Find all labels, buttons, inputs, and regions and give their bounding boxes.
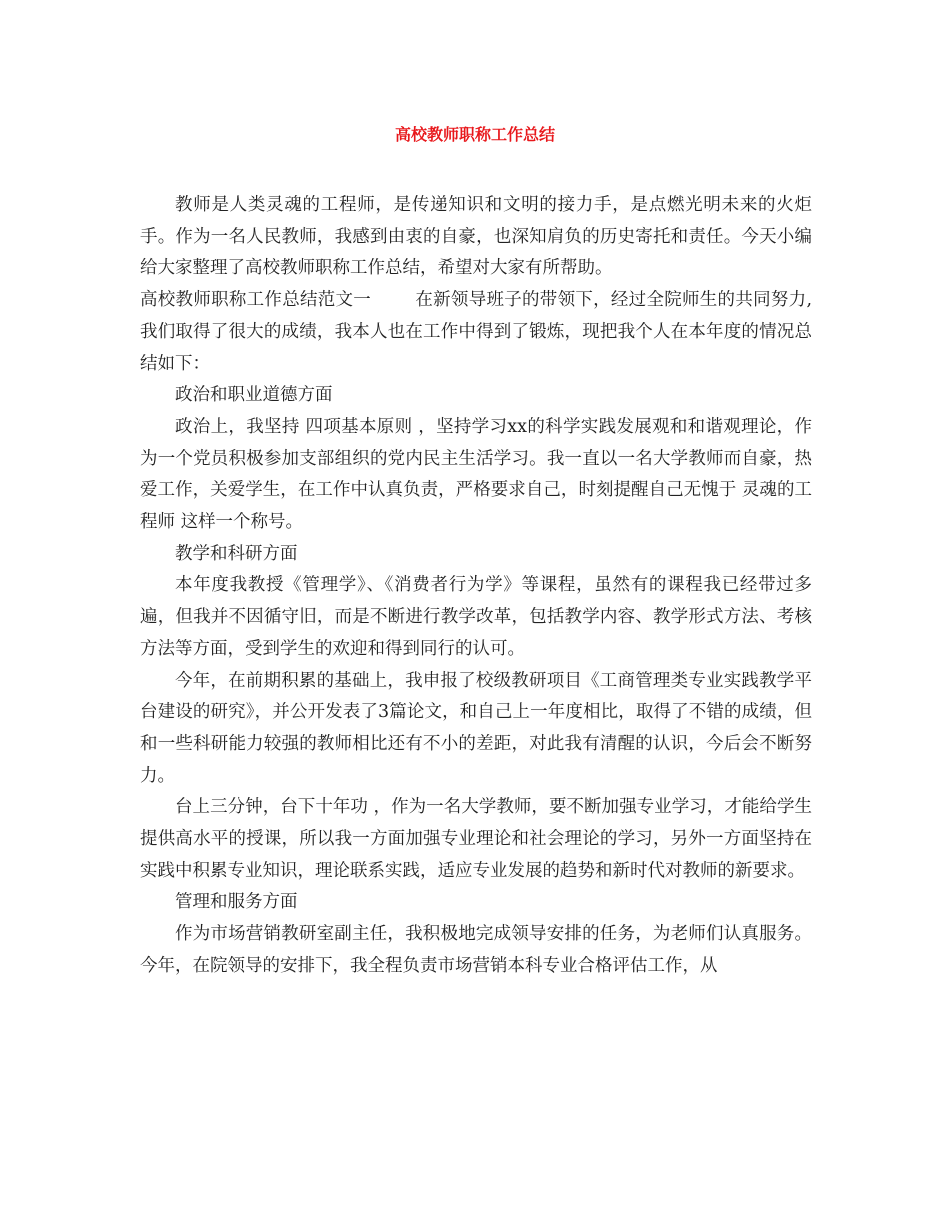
- sample-heading: 高校教师职称工作总结范文一: [140, 290, 372, 311]
- teaching-paragraph-2: 今年，在前期积累的基础上，我申报了校级教研项目《工商管理类专业实践教学平台建设的研究》，并公开发表了3篇论文，和自己上一年度相比，取得了不错的成绩，但和一些科研能力较强的教师相比还有不小的差距，对此我有清醒的认识，今后会不断努力。: [140, 670, 812, 786]
- management-paragraph: 作为市场营销教研室副主任，我积极地完成领导安排的任务，为老师们认真服务。今年，在院领导的安排下，我全程负责市场营销本科专业合格评估工作，从: [140, 924, 812, 976]
- section-heading-teaching: 教学和科研方面: [175, 543, 298, 564]
- document-title: 高校教师职称工作总结: [394, 125, 555, 144]
- intro-paragraph: 教师是人类灵魂的工程师，是传递知识和文明的接力手，是点燃光明未来的火炬手。作为一名人民教师，我感到由衷的自豪，也深知肩负的历史寄托和责任。今天小编给大家整理了高校教师职称工作总结，希望对大家有所帮助。: [140, 195, 812, 279]
- sample-lead: 在新领导班子的带领下，经过全院师生的共同努力,我们取得了很大的成绩，我本人也在工作中得到了锻炼，现把我个人在本年度的情况总结如下：: [140, 290, 813, 374]
- section-heading-politics: 政治和职业道德方面: [175, 385, 333, 406]
- teaching-paragraph-3: 台上三分钟，台下十年功 ，作为一名大学教师，要不断加强专业学习，才能给学生提供高水平的授课，所以我一方面加强专业理论和社会理论的学习，另外一方面坚持在实践中积累专业知识，理论联系实践，适应专业发展的趋势和新时代对教师的新要求。: [140, 797, 812, 881]
- section-heading-management: 管理和服务方面: [175, 892, 298, 913]
- teaching-paragraph-1: 本年度我教授《管理学》、《消费者行为学》等课程，虽然有的课程我已经带过多遍，但我并不因循守旧，而是不断进行教学改革，包括教学内容、教学形式方法、考核方法等方面，受到学生的欢迎和得到同行的认可。: [140, 575, 812, 659]
- sample-paragraph: [140, 285, 812, 380]
- document-body: [140, 190, 812, 983]
- politics-paragraph: 政治上，我坚持 四项基本原则 ，坚持学习xx的科学实践发展观和和谐观理论，作为一个党员积极参加支部组织的党内民主生活学习。我一直以一名大学教师而自豪，热爱工作，关爱学生，在工作中认真负责，严格要求自己，时刻提醒自己无愧于 灵魂的工程师 这样一个称号。: [140, 416, 812, 533]
